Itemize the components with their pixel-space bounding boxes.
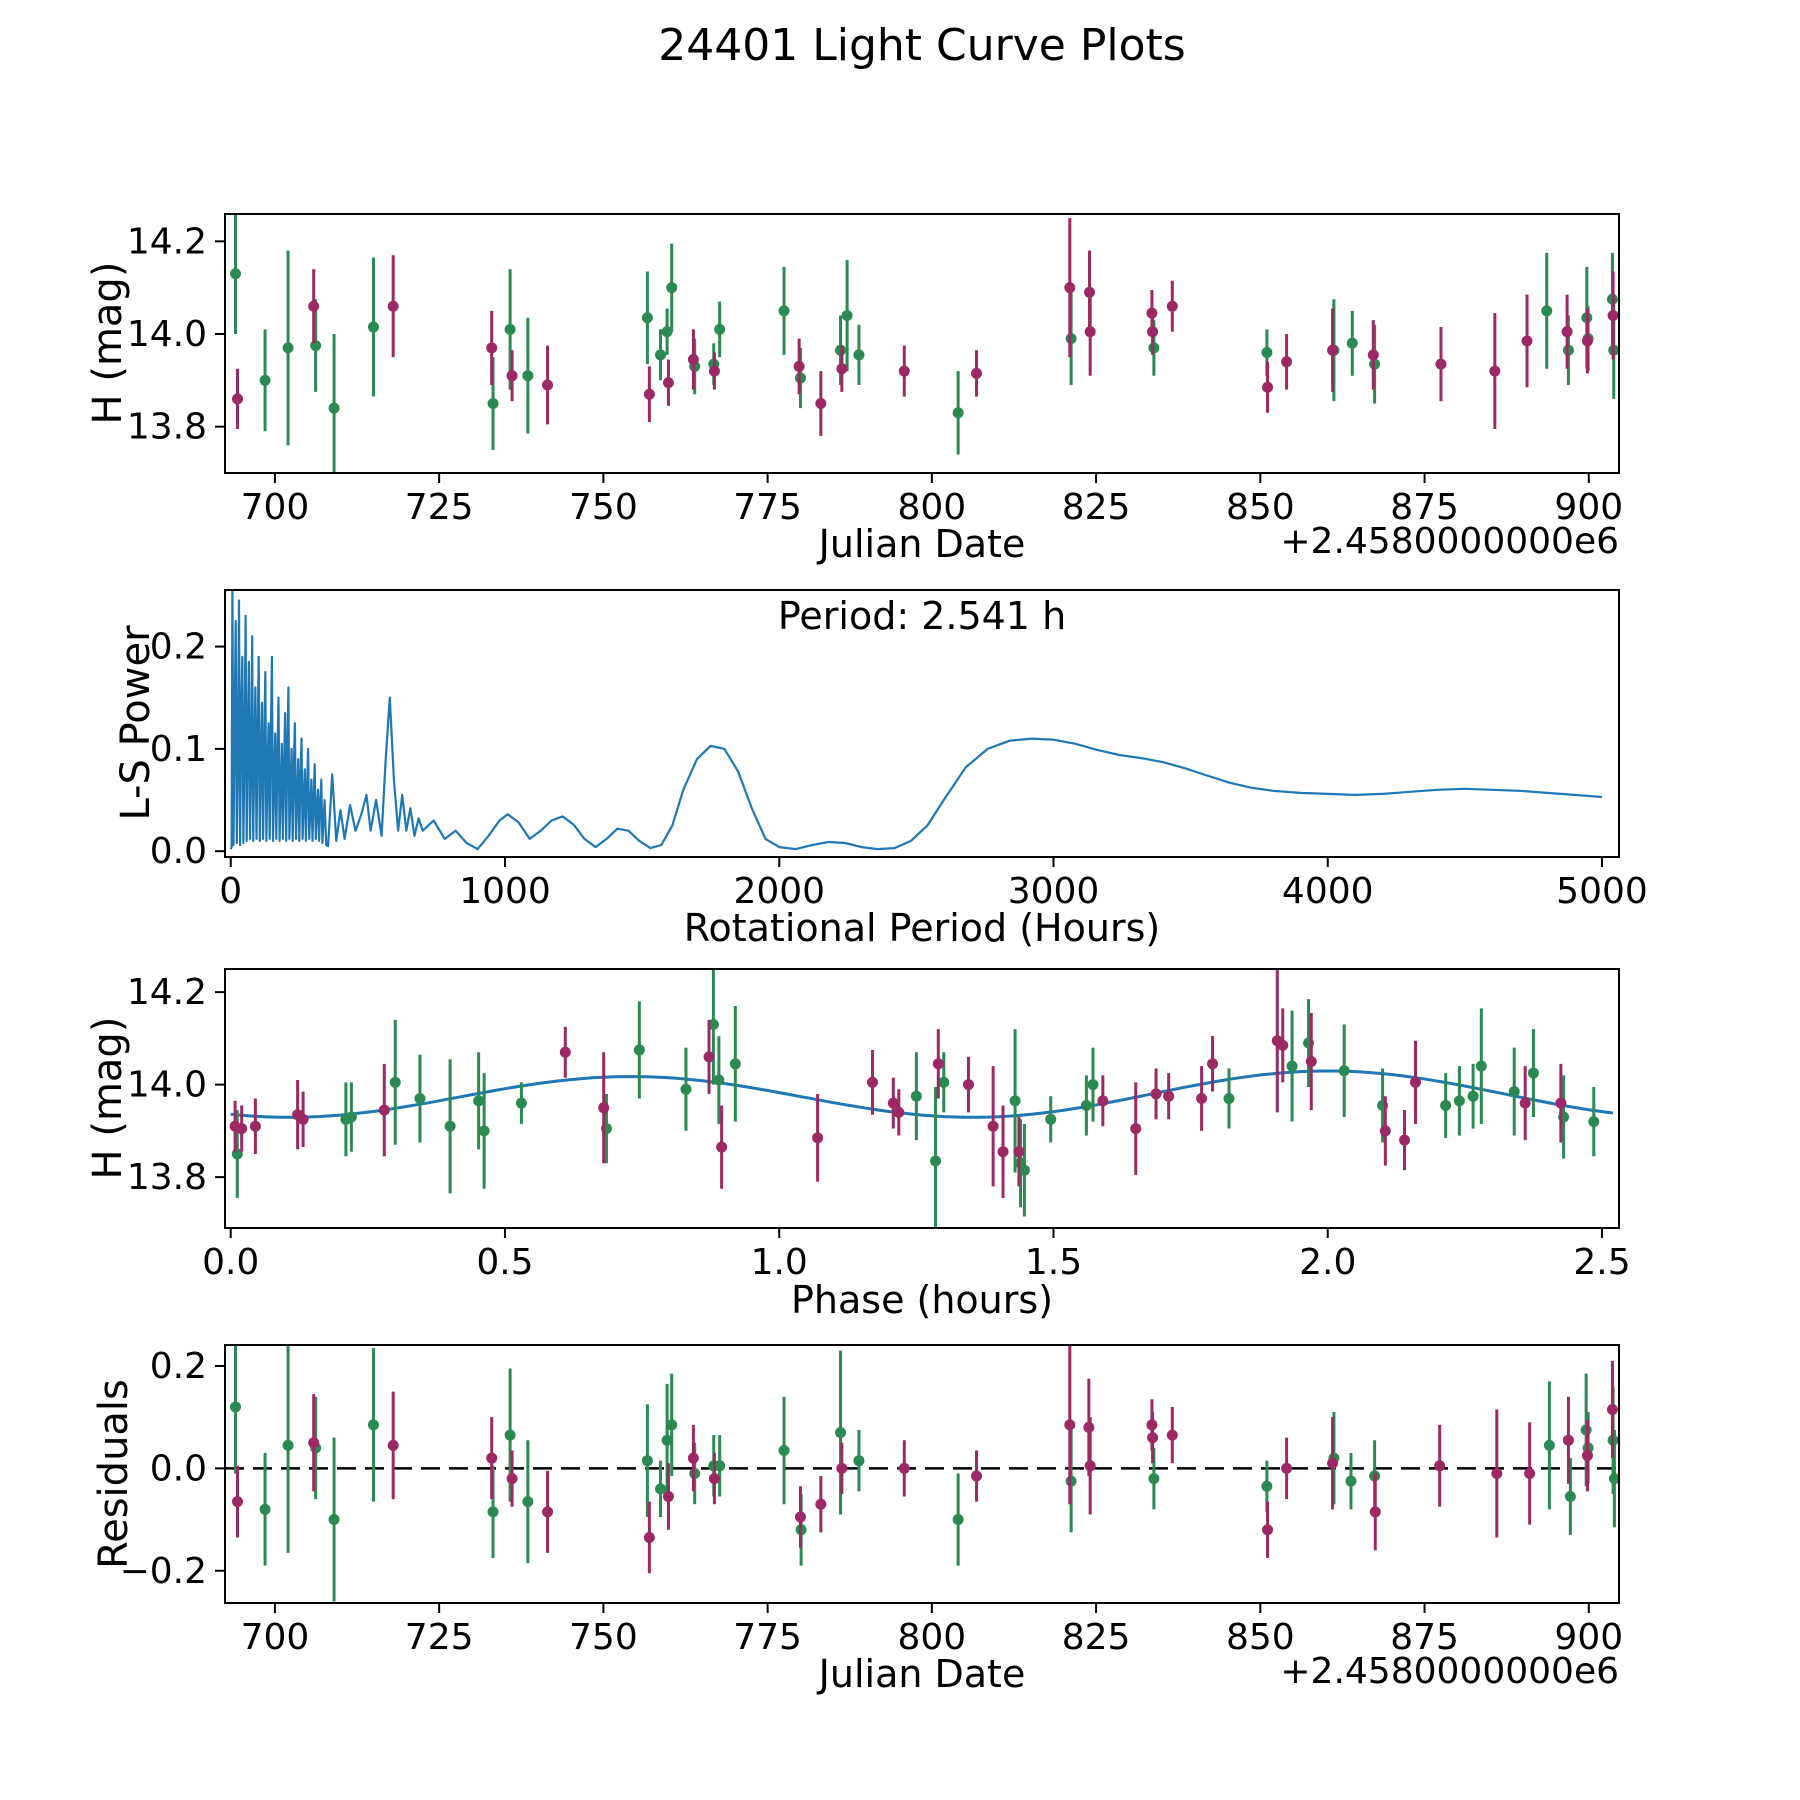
residuals-xaxis-label: Julian Date — [818, 1652, 1026, 1696]
phase-yaxis-label: H (mag) — [85, 1016, 131, 1180]
x-tick-label: 875 — [1390, 487, 1459, 528]
series-purple-points — [230, 969, 1567, 1198]
x-tick-label: 0.0 — [202, 1242, 260, 1283]
phase-curve-plot — [127, 969, 1631, 1283]
y-tick-label: 13.8 — [126, 406, 207, 448]
light-curve-plot — [127, 214, 1623, 528]
x-tick-label: 4000 — [1281, 871, 1374, 912]
x-tick-label: 825 — [1061, 1617, 1131, 1658]
residuals-x-offset-label: +2.4580000000e6 — [1280, 1651, 1619, 1692]
x-tick-label: 2.0 — [1299, 1242, 1357, 1283]
x-tick-label: 2000 — [733, 871, 826, 912]
residuals-yaxis-label: Residuals — [91, 1379, 137, 1569]
lightcurve-x-offset-label: +2.4580000000e6 — [1280, 521, 1619, 562]
x-tick-label: 700 — [240, 487, 310, 528]
x-tick-label: 800 — [897, 487, 967, 528]
periodogram-yaxis-label: L-S Power — [113, 625, 159, 821]
y-tick-label: 0.2 — [149, 626, 207, 668]
x-tick-label: 850 — [1225, 1617, 1295, 1658]
periodogram-xaxis-label: Rotational Period (Hours) — [683, 906, 1161, 950]
series-green-points — [232, 969, 1599, 1228]
x-tick-label: 725 — [404, 487, 474, 528]
y-tick-label: 13.8 — [126, 1157, 207, 1199]
y-tick-label: 0.0 — [149, 831, 207, 873]
series-purple-points — [232, 1346, 1618, 1574]
series-purple-points — [232, 218, 1619, 436]
y-tick-label: 0.0 — [149, 1448, 207, 1490]
residuals-ticks — [120, 1346, 1624, 1658]
figure-title: 24401 Light Curve Plots — [658, 20, 1186, 71]
axes-frame — [225, 969, 1619, 1228]
axes-frame — [225, 1345, 1619, 1603]
x-tick-label: 2.5 — [1573, 1242, 1631, 1283]
x-tick-label: 0 — [219, 871, 243, 912]
series-green-points — [230, 214, 1619, 473]
periodogram-ticks — [150, 627, 1648, 912]
x-tick-label: 1.5 — [1024, 1242, 1083, 1283]
x-tick-label: 875 — [1390, 1617, 1459, 1658]
y-tick-label: 14.2 — [126, 972, 207, 1014]
y-tick-label: 0.1 — [149, 728, 207, 770]
x-tick-label: 5000 — [1556, 871, 1648, 912]
y-tick-label: −0.2 — [119, 1550, 207, 1592]
x-tick-label: 0.5 — [476, 1242, 534, 1283]
x-tick-label: 750 — [569, 487, 638, 528]
lightcurve-xaxis-label: Julian Date — [818, 522, 1026, 566]
x-tick-label: 1000 — [459, 871, 551, 912]
y-tick-label: 14.0 — [126, 314, 207, 356]
residuals-plot — [120, 1345, 1624, 1658]
x-tick-label: 750 — [569, 1617, 638, 1658]
y-tick-label: 14.0 — [126, 1064, 207, 1106]
y-tick-label: 0.2 — [149, 1345, 207, 1387]
x-tick-label: 850 — [1225, 487, 1295, 528]
x-tick-label: 900 — [1554, 1617, 1624, 1658]
x-tick-label: 900 — [1554, 487, 1624, 528]
series-green-points — [230, 1345, 1620, 1601]
x-tick-label: 3000 — [1007, 871, 1100, 912]
x-tick-label: 800 — [897, 1617, 967, 1658]
phase-xaxis-label: Phase (hours) — [790, 1278, 1054, 1322]
lightcurve-yaxis-label: H (mag) — [85, 261, 131, 425]
light-curve-ticks — [127, 221, 1623, 528]
x-tick-label: 700 — [240, 1617, 310, 1658]
x-tick-label: 775 — [733, 1617, 802, 1658]
y-tick-label: 14.2 — [126, 221, 207, 263]
period-annotation: Period: 2.541 h — [777, 594, 1067, 638]
x-tick-label: 775 — [733, 487, 802, 528]
x-tick-label: 1.0 — [750, 1242, 808, 1283]
axes-frame — [225, 214, 1619, 473]
x-tick-label: 825 — [1061, 487, 1131, 528]
x-tick-label: 725 — [404, 1617, 474, 1658]
